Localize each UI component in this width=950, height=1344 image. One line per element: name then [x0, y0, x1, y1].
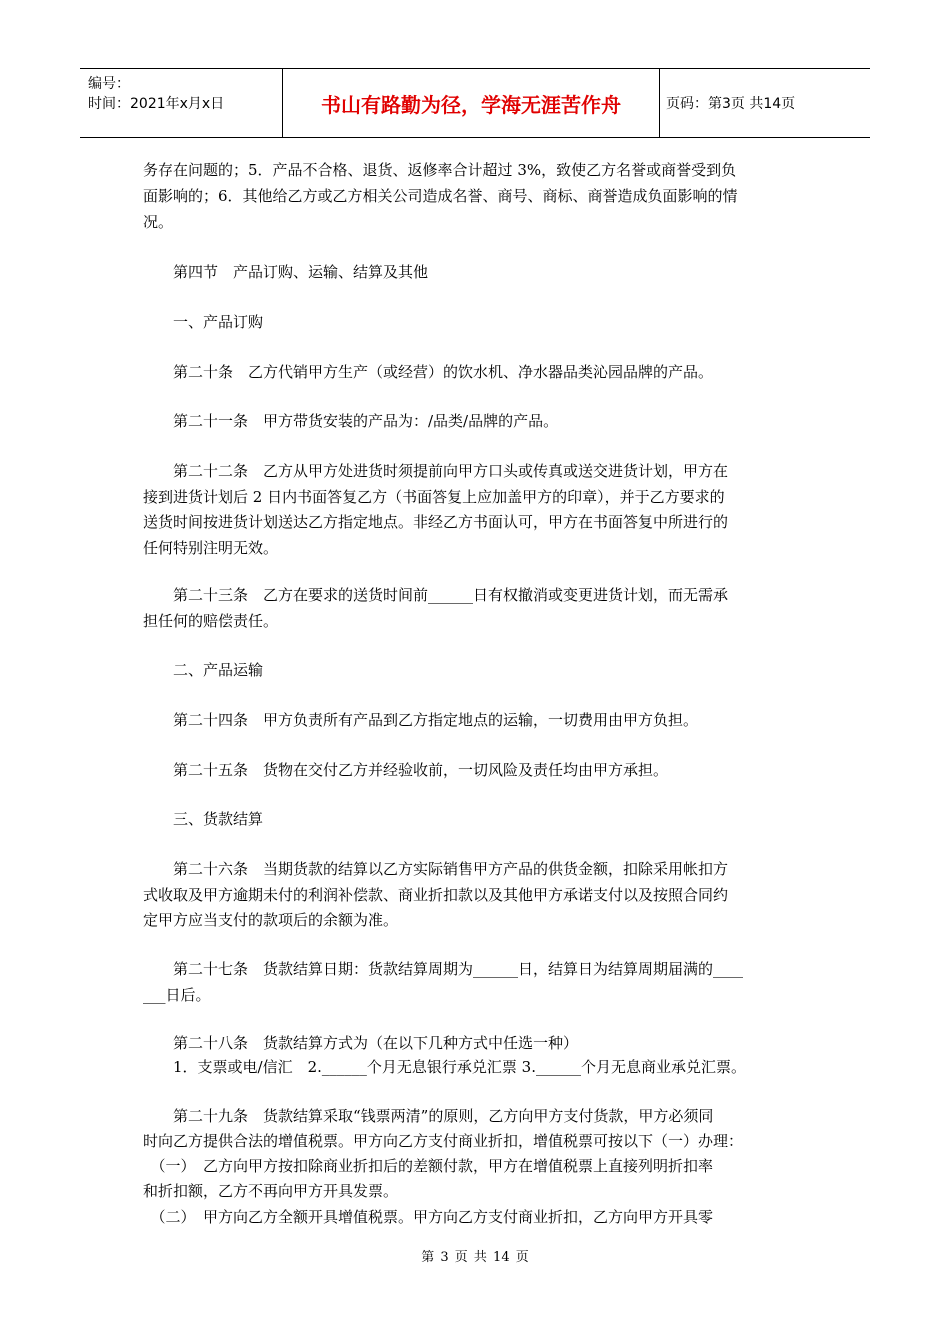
paragraph-line: 接到进货计划后 2 日内书面答复乙方（书面答复上应加盖甲方的印章），并于乙方要求的 — [143, 488, 725, 506]
page-header — [80, 68, 870, 138]
paragraph-line: 第二十条 乙方代销甲方生产（或经营）的饮水机、净水器品类沁园品牌的产品。 — [143, 363, 714, 381]
paragraph-line: 定甲方应当支付的款项后的余额为准。 — [143, 911, 399, 929]
paragraph-line: （一） 乙方向甲方按扣除商业折扣后的差额付款，甲方在增值税票上直接列明折扣率 — [143, 1157, 714, 1175]
paragraph-line: 第二十二条 乙方从甲方处进货时须提前向甲方口头或传真或送交进货计划，甲方在 — [143, 462, 729, 480]
paragraph-line: 1．支票或电/信汇 2.______个月无息银行承兑汇票 3.______个月无息商业承兑汇票。 — [143, 1058, 746, 1076]
header-motto: 书山有路勤为径，学海无涯苦作舟 — [283, 69, 660, 137]
paragraph-line: 第二十一条 甲方带货安装的产品为：/品类/品牌的产品。 — [143, 412, 559, 430]
paragraph-line: 面影响的；6．其他给乙方或乙方相关公司造成名誉、商号、商标、商誉造成负面影响的情 — [143, 187, 738, 205]
paragraph-line: 第二十八条 货款结算方式为（在以下几种方式中任选一种） — [143, 1034, 579, 1052]
serial-label: 编号： — [88, 76, 130, 92]
paragraph-line: 况。 — [143, 213, 174, 231]
header-meta — [80, 69, 283, 137]
paragraph-line: 第二十四条 甲方负责所有产品到乙方指定地点的运输，一切费用由甲方负担。 — [143, 711, 699, 729]
subsection-heading: 二、产品运输 — [143, 661, 264, 679]
paragraph-line: 时向乙方提供合法的增值税票。甲方向乙方支付商业折扣，增值税票可按以下（一）办理： — [143, 1132, 744, 1150]
subsection-heading: 三、货款结算 — [143, 810, 264, 828]
paragraph-line: 送货时间按进货计划送达乙方指定地点。非经乙方书面认可，甲方在书面答复中所进行的 — [143, 513, 729, 531]
paragraph-line: 和折扣额，乙方不再向甲方开具发票。 — [143, 1182, 399, 1200]
paragraph-line: （二） 甲方向乙方全额开具增值税票。甲方向乙方支付商业折扣，乙方向甲方开具零 — [143, 1208, 714, 1226]
paragraph-line: 任何特别注明无效。 — [143, 539, 279, 557]
paragraph-line: 第二十五条 货物在交付乙方并经验收前，一切风险及责任均由甲方承担。 — [143, 761, 669, 779]
paragraph-line: 第二十六条 当期货款的结算以乙方实际销售甲方产品的供货金额，扣除采用帐扣方 — [143, 860, 729, 878]
date-text: 时间：2021年x月x日 — [88, 96, 225, 112]
paragraph-line: 第二十九条 货款结算采取“钱票两清”的原则，乙方向甲方支付货款，甲方必须同 — [143, 1107, 714, 1125]
page-footer: 第 3 页 共 14 页 — [421, 1250, 529, 1265]
paragraph-line: 第二十三条 乙方在要求的送货时间前______日有权撤消或变更进货计划，而无需承 — [143, 586, 729, 604]
paragraph-line: ___日后。 — [143, 986, 211, 1004]
paragraph-line: 式收取及甲方逾期未付的利润补偿款、商业折扣款以及其他甲方承诺支付以及按照合同约 — [143, 886, 729, 904]
paragraph-line: 务存在问题的；5．产品不合格、退货、返修率合计超过 3%，致使乙方名誉或商誉受到负 — [143, 161, 737, 179]
header-page-number: 页码：第3页 共14页 — [666, 96, 796, 112]
section-heading: 第四节 产品订购、运输、结算及其他 — [143, 263, 429, 281]
paragraph-line: 第二十七条 货款结算日期：货款结算周期为______日，结算日为结算周期届满的____ — [143, 960, 744, 978]
paragraph-line: 担任何的赔偿责任。 — [143, 612, 279, 630]
subsection-heading: 一、产品订购 — [143, 313, 264, 331]
